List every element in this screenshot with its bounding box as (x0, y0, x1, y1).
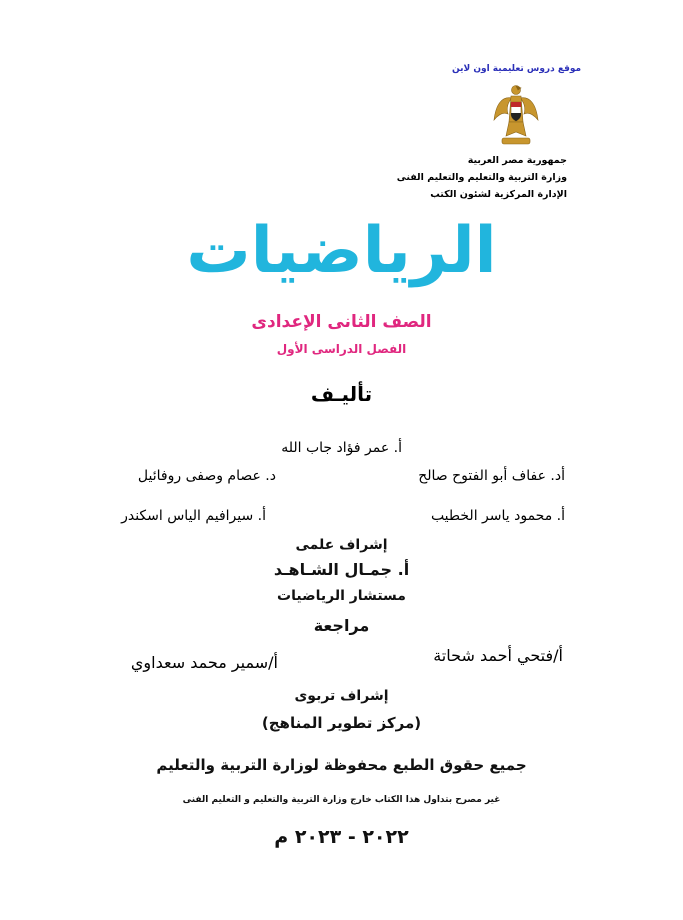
ministry-name: وزارة التربية والتعليم والتعليم الفنى (396, 172, 567, 183)
reviewer-name: أ/فتحي أحمد شحاتة (433, 646, 563, 665)
review-heading: مراجعة (313, 616, 370, 635)
curriculum-center: (مركز تطوير المناهج) (261, 714, 422, 732)
authorship-heading: تأليـف (310, 382, 373, 406)
semester: الفصل الدراسى الأول (276, 342, 407, 356)
author-name: د. عصام وصفى روفائيل (137, 468, 276, 484)
copyright-notice: جميع حقوق الطبع محفوظة لوزارة التربية والتعليم (156, 756, 527, 774)
author-name: أ. عمر فؤاد جاب الله (281, 440, 402, 456)
author-name: أد. عفاف أبو الفتوح صالح (418, 468, 565, 484)
book-title: الرياضيات (186, 214, 497, 288)
educational-supervision-heading: إشراف تربوى (294, 688, 389, 704)
scientific-supervision-heading: إشراف علمى (295, 537, 388, 553)
site-link[interactable]: موقع دروس تعليمية اون لاين (452, 64, 582, 74)
distribution-notice: غير مصرح بتداول هذا الكتاب خارج وزارة التربية والتعليم و التعليم الفنى (182, 795, 501, 805)
author-name: أ. محمود ياسر الخطيب (430, 508, 565, 524)
supervisor-name: أ. جمـال الشـاهـد (273, 560, 410, 579)
eagle-emblem-icon (490, 82, 542, 148)
academic-year: ٢٠٢٢ - ٢٠٢٣ م (274, 826, 409, 848)
supervisor-title: مستشار الرياضيات (277, 588, 406, 604)
author-name: أ. سيرافيم الياس اسكندر (121, 508, 266, 524)
grade-level: الصف الثانى الإعدادى (251, 312, 432, 332)
reviewer-name: أ/سمير محمد سعداوي (130, 653, 278, 672)
department-name: الإدارة المركزية لشئون الكتب (430, 189, 567, 200)
country-name: جمهورية مصر العربية (467, 155, 567, 166)
